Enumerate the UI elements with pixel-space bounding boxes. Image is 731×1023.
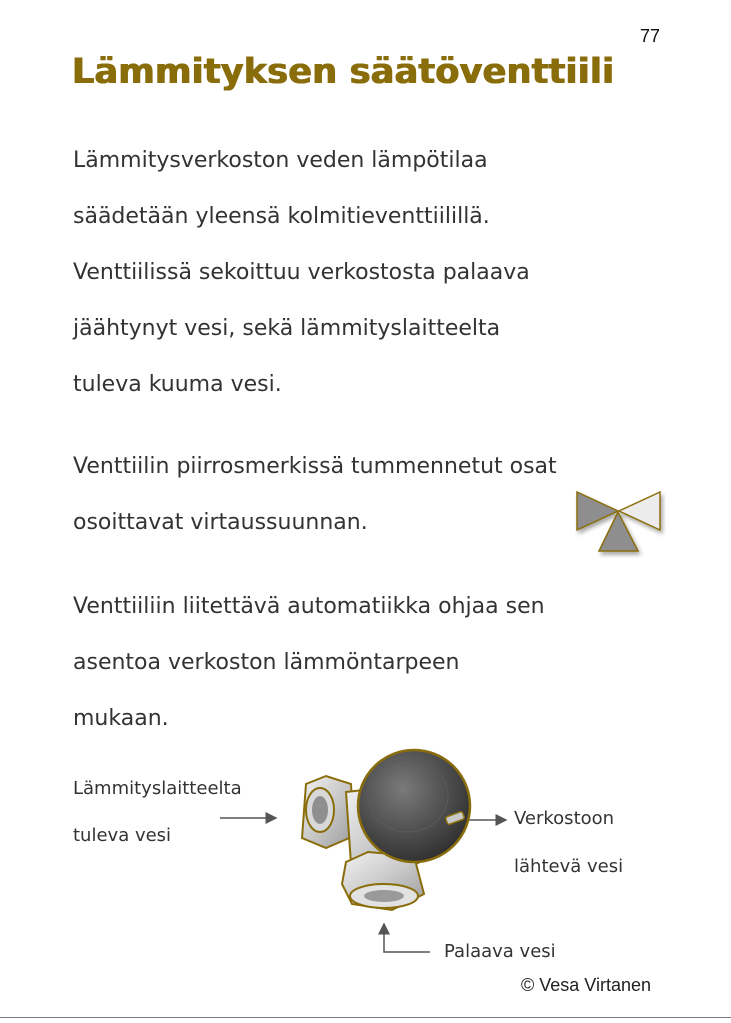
page-number: 77 [640,26,661,46]
paragraph-intro [73,133,530,413]
text-line: osoittavat virtaussuunnan. [73,510,368,535]
text-line: Venttiilin piirrosmerkissä tummennetut osat [73,454,557,479]
valve-knob [358,750,470,862]
paragraph-symbol [73,439,557,551]
text-line: tuleva kuuma vesi. [73,372,282,397]
page-title: Lämmityksen säätöventtiili [72,52,615,92]
divider [0,1017,731,1018]
label-return: Palaava vesi [444,941,556,962]
return-arrow-icon [384,924,430,952]
label-outlet: Verkostoon [514,808,615,829]
label-inlet-2: tuleva vesi [73,825,172,846]
label-inlet: Lämmityslaitteelta [73,778,242,799]
three-way-valve-symbol-icon [574,486,666,558]
text-line: säädetään yleensä kolmitieventtiilillä. [73,204,490,229]
text-line: mukaan. [73,706,169,731]
label-outlet-2: lähtevä vesi [514,856,624,877]
paragraph-automation [73,579,545,747]
text-line: jäähtynyt vesi, sekä lämmityslaitteelta [73,316,501,341]
mixing-valve-photo-icon [296,744,486,914]
text-line: Venttiilissä sekoittuu verkostosta palaava [73,260,530,285]
text-line: Lämmitysverkoston veden lämpötilaa [73,148,488,173]
copyright: © Vesa Virtanen [521,975,652,995]
text-line: Venttiiliin liitettävä automatiikka ohjaa sen [73,594,545,619]
text-line: asentoa verkoston lämmöntarpeen [73,650,460,675]
